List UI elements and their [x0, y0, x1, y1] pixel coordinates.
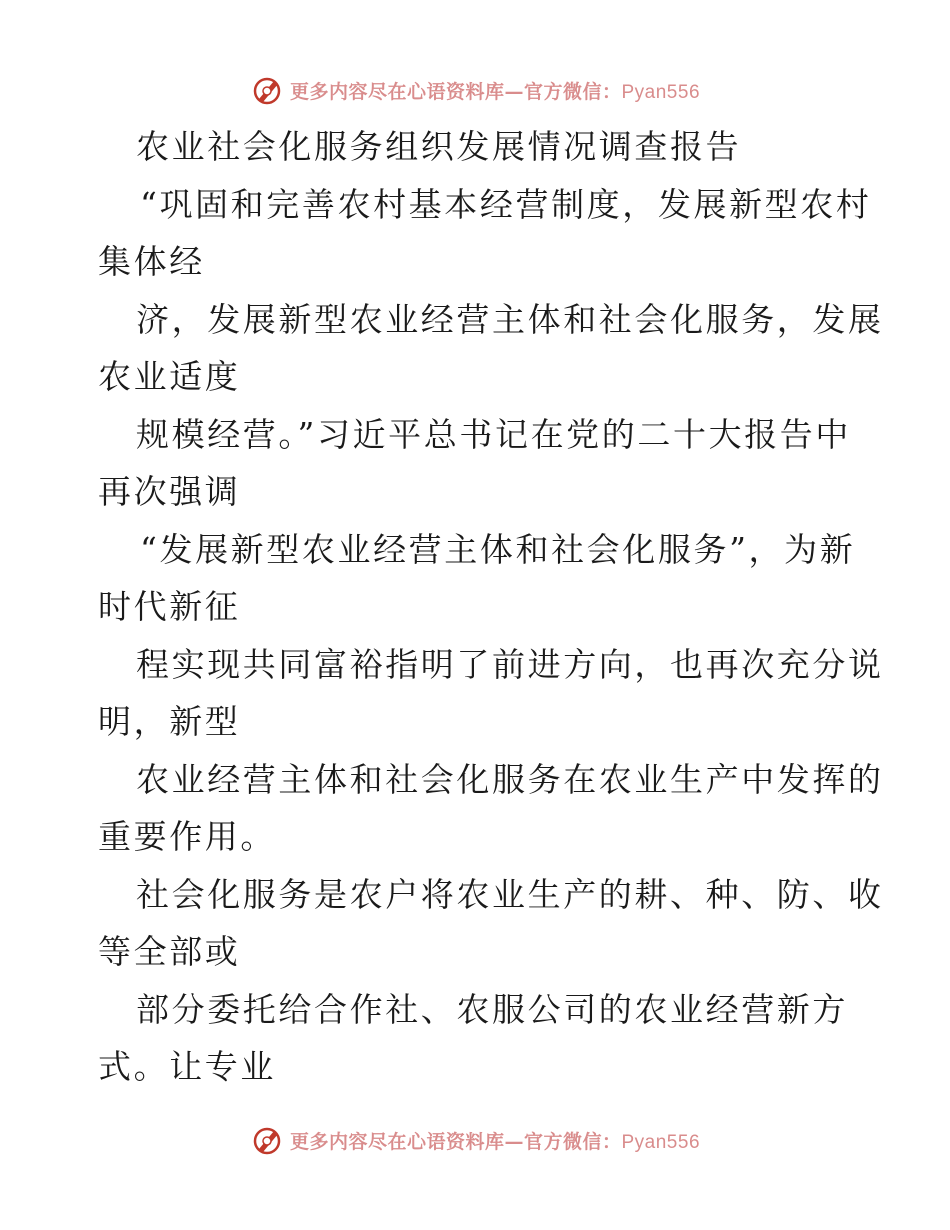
red-pen-ring-logo-icon [250, 1123, 284, 1157]
text-line: “巩固和完善农村基本经营制度，发展新型农村 [140, 184, 872, 224]
text-line: “发展新型农业经营主体和社会化服务”，为新 [140, 529, 856, 569]
footer-watermark [0, 1120, 950, 1160]
text-line: 农业经营主体和社会化服务在农业生产中发挥的 [136, 759, 884, 799]
watermark-text: 更多内容尽在心语资料库—官方微信：Pyan556 [289, 1130, 701, 1153]
wechat-id: Pyan556 [621, 1131, 701, 1153]
text-line: 集体经 [98, 242, 205, 281]
text-line: 重要作用。 [98, 817, 276, 856]
header-watermark [0, 70, 950, 110]
text-line: 程实现共同富裕指明了前进方向，也再次充分说 [136, 644, 884, 684]
red-pen-ring-logo-icon [250, 73, 284, 107]
wechat-id: Pyan556 [621, 81, 701, 103]
text-line: 式。让专业 [98, 1047, 276, 1086]
document-body [98, 118, 884, 1096]
text-line: 再次强调 [98, 472, 241, 511]
text-line: 时代新征 [98, 587, 241, 626]
text-line: 明，新型 [98, 702, 241, 741]
watermark-text: 更多内容尽在心语资料库—官方微信：Pyan556 [289, 80, 701, 103]
text-line: 部分委托给合作社、农服公司的农业经营新方 [136, 989, 848, 1029]
text-line: 济，发展新型农业经营主体和社会化服务，发展 [136, 299, 884, 339]
text-line: 等全部或 [98, 932, 241, 971]
text-line: 农业适度 [98, 357, 241, 396]
text-line: 社会化服务是农户将农业生产的耕、种、防、收 [136, 874, 884, 914]
document-title: 农业社会化服务组织发展情况调查报告 [136, 127, 742, 166]
text-line: 规模经营。”习近平总书记在党的二十大报告中 [136, 414, 851, 454]
